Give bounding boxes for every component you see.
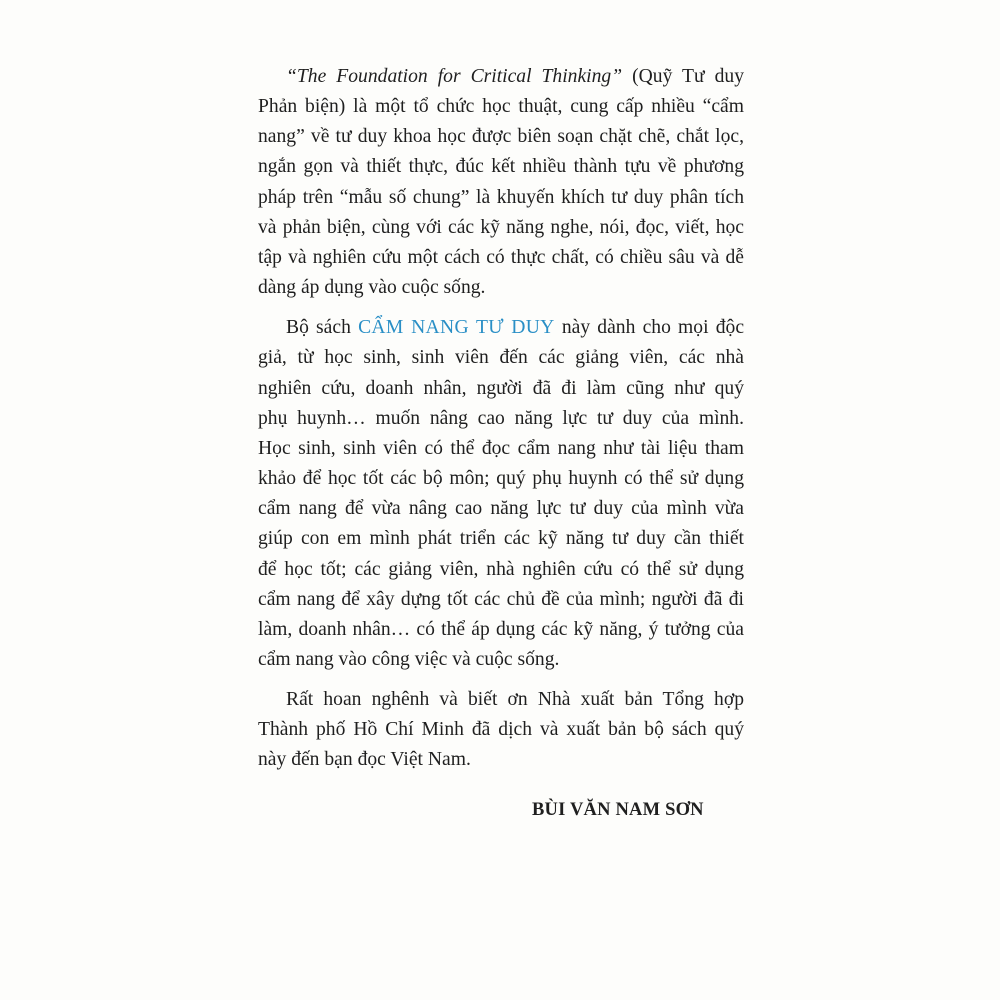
- paragraph-2-lead: Bộ sách: [286, 317, 359, 339]
- paragraph-2-line: cẩm nang để xây dựng tốt các chủ đề của mình; người đã đi: [258, 588, 744, 610]
- paragraph-3-line: Thành phố Hồ Chí Minh đã dịch và xuất bản bộ sách quý: [258, 719, 744, 741]
- paragraph-gap: [258, 675, 744, 685]
- paragraph-1-line: dàng áp dụng vào cuộc sống.: [258, 277, 486, 299]
- paragraph-2-line-1: [258, 313, 744, 343]
- paragraph-1-line: pháp trên “mẫu số chung” là khuyến khích tư duy phân tích: [258, 186, 744, 208]
- paragraph-2-line: giúp con em mình phát triển các kỹ năng tư duy cần thiết: [258, 528, 744, 550]
- paragraph-1-line: và phản biện, cùng với các kỹ năng nghe, nói, đọc, viết, học: [258, 216, 744, 238]
- paragraph-2-line: để học tốt; các giảng viên, nhà nghiên cứu có thể sử dụng: [258, 558, 744, 580]
- paragraph-1-line: tập và nghiên cứu một cách có thực chất, có chiều sâu và dễ: [258, 246, 744, 268]
- paragraph-1-line: Phản biện) là một tổ chức học thuật, cung cấp nhiều “cẩm: [258, 96, 744, 118]
- paragraph-2-line: Học sinh, sinh viên có thể đọc cẩm nang như tài liệu tham: [258, 437, 744, 459]
- paragraph-3-line: này đến bạn đọc Việt Nam.: [258, 749, 471, 771]
- paragraph-3-line: Rất hoan nghênh và biết ơn Nhà xuất bản Tổng hợp: [286, 689, 744, 711]
- paragraph-2-line-1-rest: này dành cho mọi độc: [554, 317, 745, 339]
- paragraph-2-line: cẩm nang vào công việc và cuộc sống.: [258, 648, 560, 670]
- foundation-title: “The Foundation for Critical Thinking”: [286, 66, 623, 87]
- foreword-text: [258, 62, 744, 776]
- paragraph-2-line: làm, doanh nhân… có thể áp dụng các kỹ năng, ý tưởng của: [258, 618, 744, 640]
- paragraph-1: [258, 62, 744, 303]
- paragraph-gap: [258, 303, 744, 313]
- paragraph-2: [258, 313, 744, 675]
- paragraph-1-line: nang” về tư duy khoa học được biên soạn chặt chẽ, chắt lọc,: [258, 126, 744, 148]
- paragraph-1-line-1: [258, 62, 744, 92]
- paragraph-1-line-1-rest: (Quỹ Tư duy: [622, 66, 744, 87]
- paragraph-3: [258, 685, 744, 775]
- paragraph-1-line: ngắn gọn và thiết thực, đúc kết nhiều thành tựu về phương: [258, 156, 744, 178]
- author-signature: BÙI VĂN NAM SƠN: [532, 800, 704, 820]
- paragraph-2-line: giả, từ học sinh, sinh viên đến các giảng viên, các nhà: [258, 347, 744, 369]
- paragraph-2-line: khảo để học tốt các bộ môn; quý phụ huynh có thể sử dụng: [258, 468, 744, 490]
- series-name: CẨM NANG TƯ DUY: [358, 317, 555, 339]
- paragraph-2-line: phụ huynh… muốn nâng cao năng lực tư duy của mình.: [258, 407, 744, 429]
- paragraph-2-line: nghiên cứu, doanh nhân, người đã đi làm cũng như quý: [258, 377, 744, 399]
- paragraph-2-line: cẩm nang để vừa nâng cao năng lực tư duy của mình vừa: [258, 498, 744, 520]
